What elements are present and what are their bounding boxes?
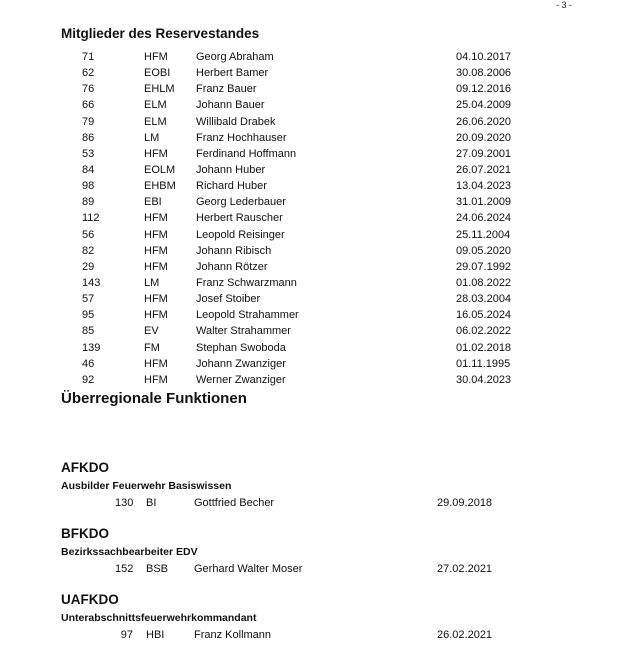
member-date: 06.02.2022: [456, 325, 512, 338]
member-number: 62: [82, 67, 95, 80]
member-rank: EOLM: [144, 163, 176, 176]
member-row: [0, 323, 631, 339]
member-rank: ELM: [144, 99, 167, 112]
member-name: Franz Schwarzmann: [196, 276, 297, 289]
member-name: Johann Huber: [196, 163, 266, 176]
member-row: [0, 146, 631, 162]
member-date: 25.04.2009: [456, 99, 512, 112]
org-section-uafkdo: [61, 591, 621, 643]
member-name: Franz Hochhauser: [196, 131, 287, 144]
member-row: [0, 291, 631, 307]
member-row: [0, 162, 631, 178]
member-number: 79: [82, 115, 95, 128]
member-row: [0, 194, 631, 210]
member-row: [0, 178, 631, 194]
member-date: 20.09.2020: [456, 131, 512, 144]
member-row: [0, 340, 631, 356]
member-name: Georg Abraham: [196, 51, 274, 63]
member-number: 57: [82, 293, 95, 306]
member-row: [0, 307, 631, 323]
member-rank: HFM: [144, 228, 168, 241]
member-rank: LM: [144, 131, 160, 144]
member-name: Johann Rötzer: [196, 260, 268, 273]
member-name: Josef Stoiber: [196, 293, 261, 306]
member-date: 30.04.2023: [456, 373, 512, 386]
member-number: 85: [82, 325, 95, 338]
member-row: [0, 210, 631, 226]
member-date: 28.03.2004: [456, 293, 512, 306]
member-number: 98: [82, 180, 95, 193]
org-title: AFKDO: [61, 460, 109, 475]
member-number: 84: [82, 163, 95, 176]
member-row: [0, 97, 631, 113]
reserve-member-list: [0, 49, 631, 388]
member-date: 01.02.2018: [456, 341, 512, 354]
member-name: Johann Zwanziger: [196, 357, 286, 370]
org-section-bfkdo: [61, 525, 621, 577]
member-rank: HFM: [144, 373, 168, 386]
member-rank: EV: [144, 325, 159, 338]
member-date: 01.08.2022: [456, 276, 512, 289]
member-rank: HFM: [144, 293, 168, 306]
member-row: [0, 227, 631, 243]
member-name: Stephan Swoboda: [196, 341, 286, 354]
member-number: 71: [82, 51, 95, 63]
member-name: Leopold Strahammer: [196, 309, 299, 322]
member-name: Gerhard Walter Moser: [194, 563, 303, 575]
member-date: 04.10.2017: [456, 51, 512, 63]
regional-functions-heading: Überregionale Funktionen: [61, 390, 247, 407]
member-rank: HFM: [144, 260, 168, 273]
member-rank: FM: [144, 341, 160, 354]
org-function: Bezirkssachbearbeiter EDV: [61, 546, 198, 558]
member-date: 25.11.2004: [456, 228, 511, 241]
member-date: 13.04.2023: [456, 180, 512, 193]
member-date: 09.12.2016: [456, 83, 512, 96]
member-name: Herbert Rauscher: [196, 212, 283, 225]
member-number: 95: [82, 309, 95, 322]
member-date: 29.07.1992: [456, 260, 512, 273]
member-number: 130: [115, 497, 134, 509]
member-row: [0, 275, 631, 291]
member-number: 152: [115, 563, 134, 575]
member-rank: LM: [144, 276, 160, 289]
member-date: 09.05.2020: [456, 244, 512, 257]
member-date: 26.07.2021: [456, 163, 512, 176]
member-number: 53: [82, 147, 95, 160]
member-number: 112: [82, 212, 100, 225]
member-row: [0, 259, 631, 275]
member-rank: HFM: [144, 357, 168, 370]
member-date: 31.01.2009: [456, 196, 512, 209]
page-number: - 3 -: [556, 0, 573, 10]
member-date: 27.02.2021: [437, 563, 493, 575]
member-name: Gottfried Becher: [194, 497, 275, 509]
member-number: 56: [82, 228, 95, 241]
member-name: Herbert Bamer: [196, 67, 269, 80]
org-member-row: [61, 627, 621, 643]
member-name: Werner Zwanziger: [196, 373, 286, 386]
member-name: Richard Huber: [196, 180, 267, 193]
member-rank: EOBI: [144, 67, 171, 80]
member-number: 86: [82, 131, 95, 144]
member-number: 66: [82, 99, 95, 112]
member-number: 89: [82, 196, 95, 209]
org-member-row: [61, 561, 621, 577]
member-rank: HFM: [144, 244, 168, 257]
member-date: 24.06.2024: [456, 212, 512, 225]
member-name: Franz Kollmann: [194, 629, 272, 641]
member-row: [0, 243, 631, 259]
org-section-afkdo: [61, 459, 621, 511]
member-name: Johann Ribisch: [196, 244, 272, 257]
member-rank: EHLM: [144, 83, 175, 96]
member-date: 26.02.2021: [437, 629, 493, 641]
member-row: [0, 81, 631, 97]
member-rank: HBI: [146, 629, 165, 641]
org-title: UAFKDO: [61, 592, 119, 607]
member-row: [0, 356, 631, 372]
member-name: Georg Lederbauer: [196, 196, 286, 209]
member-date: 01.11.1995: [456, 357, 511, 370]
member-number: 29: [82, 260, 95, 273]
org-title: BFKDO: [61, 526, 109, 541]
member-number: 82: [82, 244, 95, 257]
member-date: 16.05.2024: [456, 309, 512, 322]
member-rank: HFM: [144, 212, 168, 225]
member-rank: EBI: [144, 196, 162, 209]
member-rank: HFM: [144, 147, 168, 160]
member-row: [0, 114, 631, 130]
member-name: Leopold Reisinger: [196, 228, 285, 241]
member-row: [0, 65, 631, 81]
member-date: 26.06.2020: [456, 115, 512, 128]
member-row: [0, 49, 631, 65]
member-number: 97: [120, 629, 133, 641]
member-name: Ferdinand Hoffmann: [196, 147, 297, 160]
reserve-heading: Mitglieder des Reservestandes: [61, 26, 260, 41]
member-row: [0, 130, 631, 146]
member-rank: HFM: [144, 51, 168, 63]
member-name: Walter Strahammer: [196, 325, 291, 338]
member-name: Willibald Drabek: [196, 115, 276, 128]
member-date: 27.09.2001: [456, 147, 512, 160]
member-row: [0, 372, 631, 388]
member-rank: BI: [146, 497, 157, 509]
member-rank: HFM: [144, 309, 168, 322]
member-number: 139: [82, 341, 101, 354]
member-name: Johann Bauer: [196, 99, 265, 112]
member-number: 76: [82, 83, 95, 96]
member-number: 92: [82, 373, 95, 386]
member-date: 30.08.2006: [456, 67, 512, 80]
org-member-row: [61, 495, 621, 511]
org-function: Unterabschnittsfeuerwehrkommandant: [61, 612, 257, 624]
member-number: 46: [82, 357, 95, 370]
member-rank: EHBM: [144, 180, 176, 193]
member-rank: BSB: [146, 563, 169, 575]
member-name: Franz Bauer: [196, 83, 257, 96]
member-rank: ELM: [144, 115, 167, 128]
org-function: Ausbilder Feuerwehr Basiswissen: [61, 480, 232, 492]
member-number: 143: [82, 276, 101, 289]
member-date: 29.09.2018: [437, 497, 493, 509]
